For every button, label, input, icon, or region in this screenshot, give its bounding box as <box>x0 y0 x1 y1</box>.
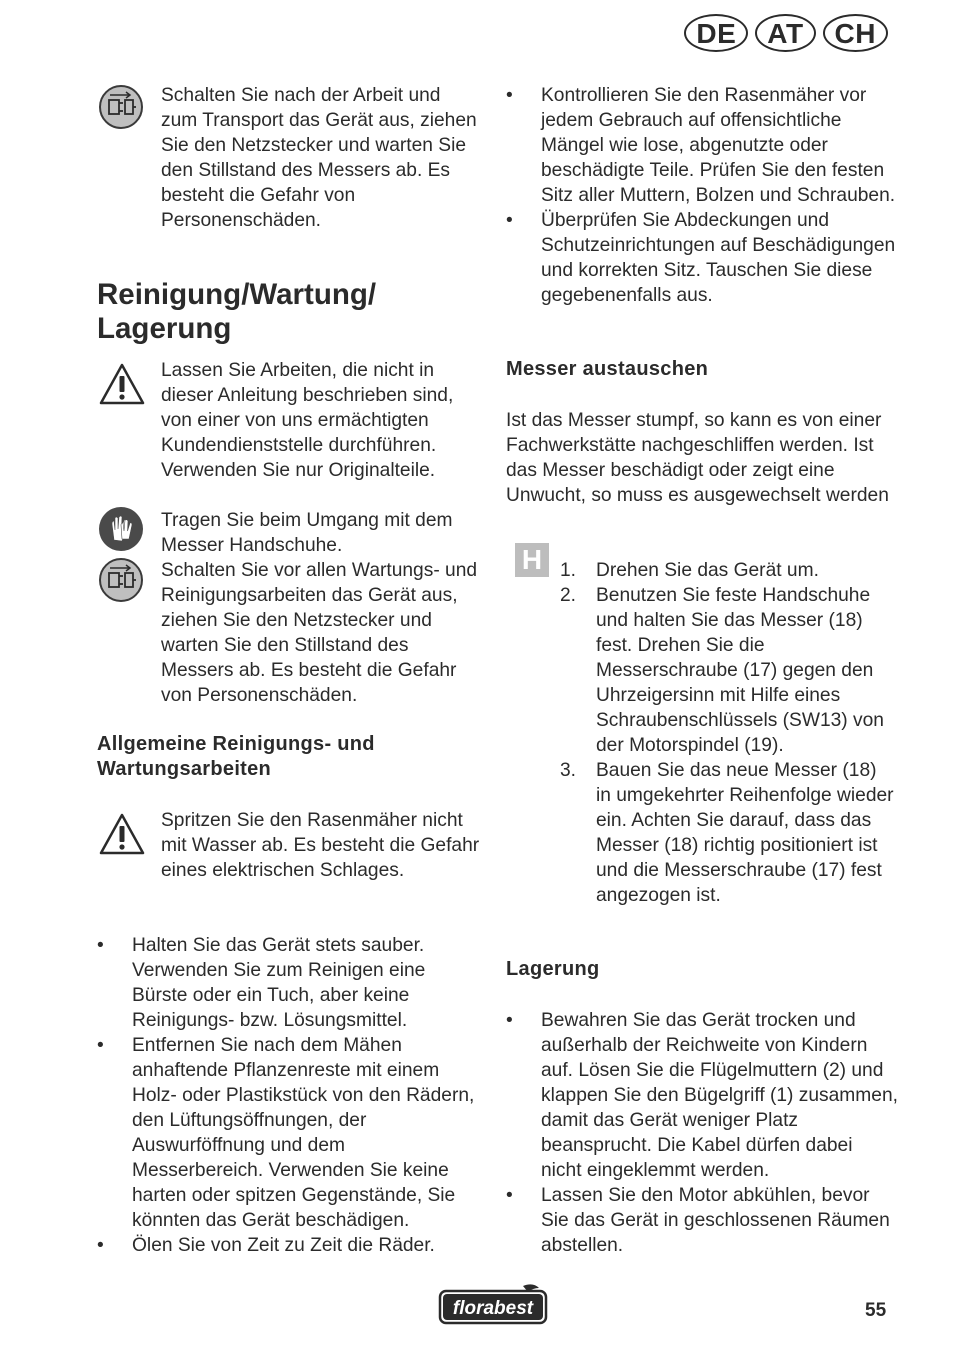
general-title-line2: Wartungsarbeiten <box>97 758 272 780</box>
cleaning-bullet-list <box>97 933 481 1258</box>
badge-at: AT <box>755 14 815 52</box>
intro-text: Schalten Sie nach der Arbeit und zum Transport das Gerät aus, ziehen Sie den Netzstecker und warten Sie den Stillstand des Messers ab. Es besteht die Gefahr von Personenschäden. <box>161 85 477 231</box>
page-number: 55 <box>865 1300 887 1321</box>
list-item: • Überprüfen Sie Abdeckungen und Schutzeinrichtungen auf Beschädigungen und korrekten Sitz. Tauschen Sie diese gegebenenfalls aus. <box>506 208 898 308</box>
step-number: 2. <box>560 585 577 606</box>
general-maintenance-title <box>97 732 375 782</box>
logo-text: florabest <box>452 1298 534 1319</box>
badge-ch: CH <box>823 14 888 52</box>
list-item: • Bewahren Sie das Gerät trocken und außerhalb der Reichweite von Kindern auf. Lösen Sie die Flügelmuttern (2) und klappen Sie den Bügelgriff (1) zusammen, damit das Gerät weniger Platz beansprucht. Die Kabel dürfen dabei nicht eingeklemmt werden. <box>506 1008 898 1183</box>
step-number: 1. <box>560 560 577 581</box>
list-item <box>560 558 896 583</box>
list-item <box>560 583 896 758</box>
step-number: 3. <box>560 760 577 781</box>
step-text: Benutzen Sie feste Handschuhe und halten Sie das Messer (18) fest. Drehen Sie die Messerschraube (17) gegen den Uhrzeigersinn mit Hilfe eines Schraubenschlüssels (SW13) von der Motorspindel (19). <box>596 585 884 756</box>
section-title <box>97 278 376 346</box>
section-title-line2: Lagerung <box>97 312 232 345</box>
knife-steps-list <box>560 558 896 908</box>
list-item: • Ölen Sie von Zeit zu Zeit die Räder. <box>97 1233 481 1258</box>
gloves-text: Tragen Sie beim Umgang mit dem Messer Handschuhe. <box>161 510 453 556</box>
florabest-logo <box>437 1282 549 1326</box>
step-text: Bauen Sie das neue Messer (18) in umgekehrter Reihenfolge wieder ein. Achten Sie darauf, dass das Messer (18) richtig positioniert ist und die Messerschraube (17) fest angezogen ist. <box>596 760 894 906</box>
inspection-bullet-list <box>506 83 898 308</box>
knife-text: Ist das Messer stumpf, so kann es von einer Fachwerkstätte nachgeschliffen werden. Ist das Messer beschädigt oder zeigt eine Unwucht, so muss es ausgewechselt werden <box>506 410 889 506</box>
warning1-text: Lassen Sie Arbeiten, die nicht in dieser Anleitung beschrieben sind, von einer von uns ermächtigten Kundendienststelle durchführen. Verwenden Sie nur Originalteile. <box>161 360 454 481</box>
storage-bullet-list <box>506 1008 898 1258</box>
h-reference-box <box>515 543 549 577</box>
gloves-icon <box>98 506 144 552</box>
list-item <box>560 758 896 908</box>
list-item: • Lassen Sie den Motor abkühlen, bevor Sie das Gerät in geschlossenen Räumen abstellen. <box>506 1183 898 1258</box>
country-badges <box>684 14 888 52</box>
step-text: Drehen Sie das Gerät um. <box>596 560 819 581</box>
warning2-text: Spritzen Sie den Rasenmäher nicht mit Wasser ab. Es besteht die Gefahr eines elektrischen Schlages. <box>161 810 480 881</box>
list-item: • Kontrollieren Sie den Rasenmäher vor jedem Gebrauch auf offensichtliche Mängel wie lose, abgenutzte oder beschädigte Teile. Prüfen Sie den festen Sitz aller Muttern, Bolzen und Schrauben. <box>506 83 898 208</box>
h-reference-label: H <box>521 544 543 575</box>
list-item: • Halten Sie das Gerät stets sauber. Verwenden Sie zum Reinigen eine Bürste oder ein Tuch, aber keine Reinigungs- bzw. Lösungsmittel. <box>97 933 481 1033</box>
unplug-icon <box>98 84 144 130</box>
unplug-icon <box>98 557 144 603</box>
badge-de: DE <box>684 14 748 52</box>
section-title-line1: Reinigung/Wartung/ <box>97 278 377 311</box>
warning-icon <box>98 362 146 406</box>
knife-replace-title: Messer austauschen <box>506 358 709 380</box>
list-item: • Entfernen Sie nach dem Mähen anhaftende Pflanzenreste mit einem Holz- oder Plastikstück von den Rädern, den Lüftungsöffnungen, der Auswurföffnung und dem Messerbereich. Verwenden Sie keine harten oder spitzen Gegenstände, Sie könnten das Gerät beschädigen. <box>97 1033 481 1233</box>
general-title-line1: Allgemeine Reinigungs- und <box>97 733 375 755</box>
storage-title: Lagerung <box>506 958 600 980</box>
warning-icon <box>98 812 146 856</box>
unplug-text: Schalten Sie vor allen Wartungs- und Reinigungsarbeiten das Gerät aus, ziehen Sie den Netzstecker und warten Sie den Stillstand des Messers ab. Es besteht die Gefahr von Personenschäden. <box>161 560 478 706</box>
